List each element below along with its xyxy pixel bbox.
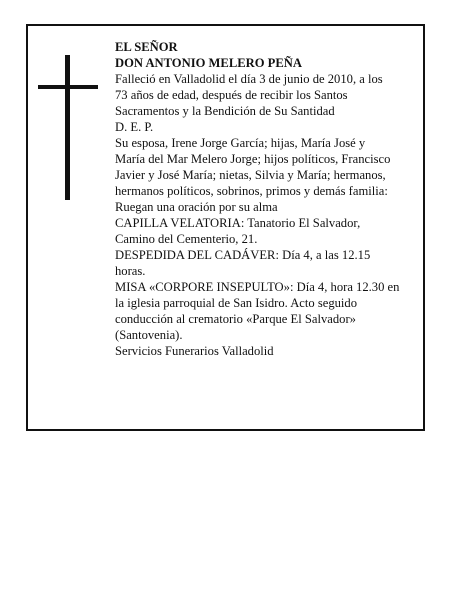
cross-icon	[38, 55, 98, 200]
body-line: horas.	[115, 264, 146, 278]
deceased-name: DON ANTONIO MELERO PEÑA	[115, 56, 302, 70]
title-line: EL SEÑOR	[115, 40, 178, 54]
body-line: la iglesia parroquial de San Isidro. Acto seguido	[115, 296, 358, 310]
body-line: Falleció en Valladolid el día 3 de junio de 2010, a los	[115, 72, 383, 86]
body-line: CAPILLA VELATORIA: Tanatorio El Salvador,	[115, 216, 361, 230]
body-line: MISA «CORPORE INSEPULTO»: Día 4, hora 12.30 en	[115, 280, 400, 294]
cross-horizontal-bar	[38, 85, 98, 89]
obituary-notice	[26, 24, 425, 431]
body-line: Sacramentos y la Bendición de Su Santidad	[115, 104, 335, 118]
body-line: María del Mar Melero Jorge; hijos políticos, Francisco	[115, 152, 391, 166]
notice-text	[115, 39, 427, 359]
body-line: Su esposa, Irene Jorge García; hijas, María José y	[115, 136, 366, 150]
body-line: (Santovenia).	[115, 328, 183, 342]
body-line: Servicios Funerarios Valladolid	[115, 344, 274, 358]
body-line: Camino del Cementerio, 21.	[115, 232, 258, 246]
body-line: Javier y José María; nietas, Silvia y María; hermanos,	[115, 168, 386, 182]
body-line: 73 años de edad, después de recibir los Santos	[115, 88, 348, 102]
body-line: hermanos políticos, sobrinos, primos y demás familia:	[115, 184, 388, 198]
body-line: Ruegan una oración por su alma	[115, 200, 278, 214]
body-line: D. E. P.	[115, 120, 154, 134]
cross-vertical-bar	[65, 55, 70, 200]
body-line: conducción al crematorio «Parque El Salvador»	[115, 312, 356, 326]
body-line: DESPEDIDA DEL CADÁVER: Día 4, a las 12.15	[115, 248, 371, 262]
